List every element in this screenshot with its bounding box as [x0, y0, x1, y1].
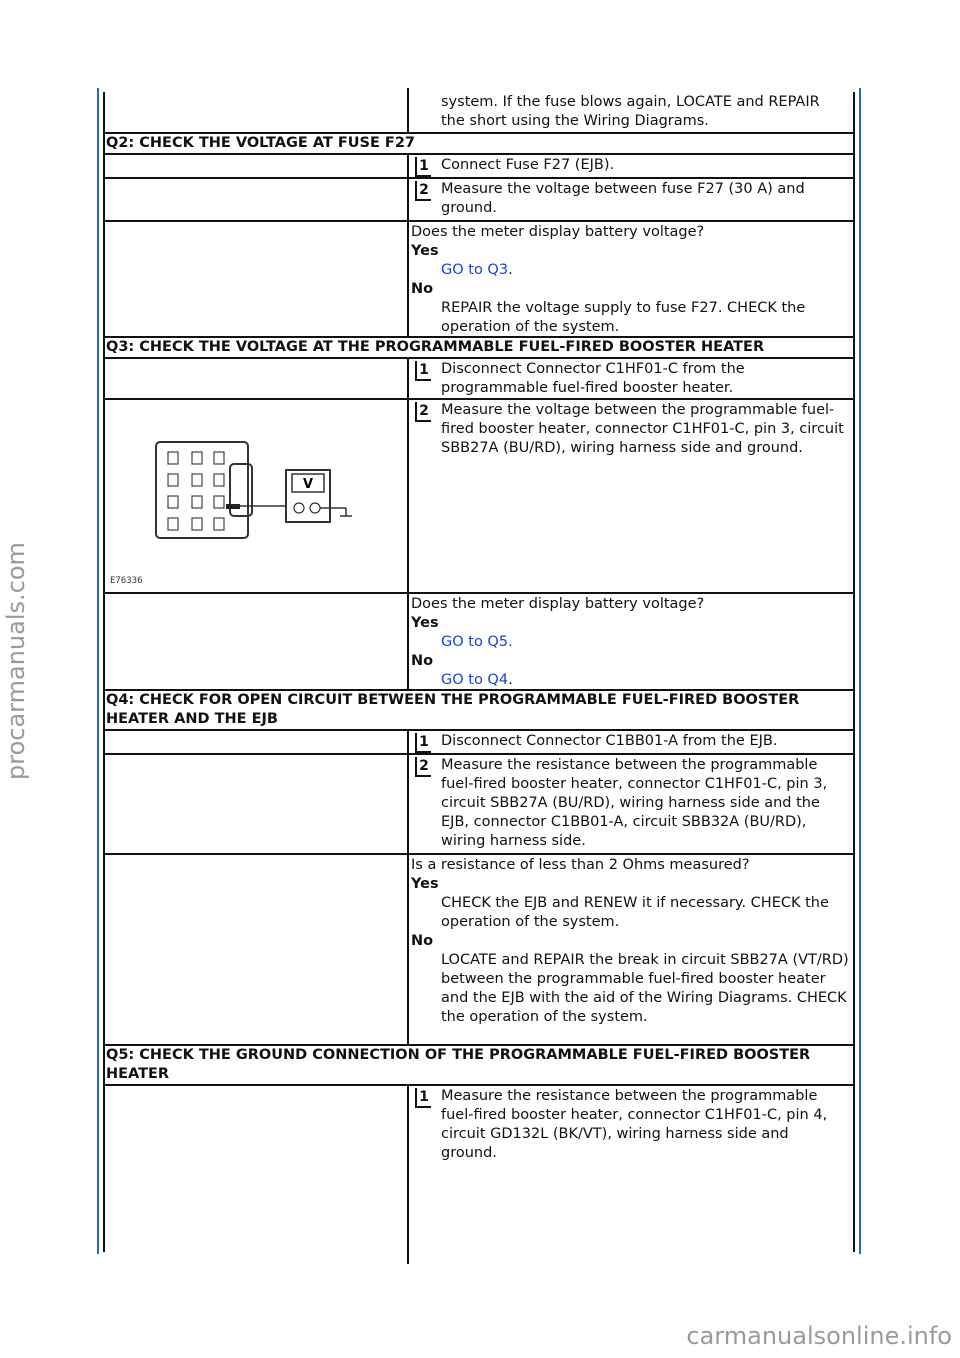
continuation-text: system. If the fuse blows again, LOCATE and REPAIR the short using the Wiring Diagrams. — [441, 94, 820, 129]
bottom-watermark: carmanualsonline.info — [686, 1322, 952, 1350]
connector-pins — [168, 452, 224, 530]
go-to-q5-link[interactable]: GO to Q5. — [441, 634, 513, 650]
probe-pin — [226, 504, 240, 509]
no-text: LOCATE and REPAIR the break in circuit SBB27A (VT/RD) between the programmable fuel-fired booster heater and the EJB with the aid of the Wiring Diagrams. CHECK the operation of the system. — [441, 952, 849, 1025]
step-number: 1 — [415, 1088, 431, 1108]
question-text: Does the meter display battery voltage? — [411, 596, 705, 612]
step-number: 2 — [415, 181, 431, 201]
step-text: Measure the voltage between fuse F27 (30 A) and ground. — [441, 181, 805, 216]
q3-step-row-1 — [104, 359, 854, 400]
q4-heading: Q4: CHECK FOR OPEN CIRCUIT BETWEEN THE PROGRAMMABLE FUEL-FIRED BOOSTER HEATER AND THE EJB — [104, 691, 854, 731]
step-text: Disconnect Connector C1BB01-A from the EJB. — [441, 733, 778, 749]
figure-code: E76336 — [110, 576, 143, 586]
q5-heading: Q5: CHECK THE GROUND CONNECTION OF THE PROGRAMMABLE FUEL-FIRED BOOSTER HEATER — [104, 1046, 854, 1086]
step-text: Measure the resistance between the programmable fuel-fired booster heater, connector C1HF01-C, pin 3, circuit SBB27A (BU/RD), wiring harness side and the EJB, connector C1BB01-A, circuit SBB32A (BU/RD), wiring harness side. — [441, 757, 828, 849]
yes-label: Yes — [411, 615, 439, 631]
diagnostic-table — [104, 88, 854, 1264]
step-text: Measure the voltage between the programmable fuel-fired booster heater, connector C1HF01-C, pin 3, circuit SBB27A (BU/RD), wiring harness side and ground. — [441, 402, 844, 456]
frame-right-blue — [859, 88, 861, 1254]
side-watermark: procarmanuals.com — [2, 542, 30, 780]
voltmeter-label: V — [302, 477, 314, 492]
yes-label: Yes — [411, 243, 439, 259]
yes-text: CHECK the EJB and RENEW it if necessary. CHECK the operation of the system. — [441, 895, 829, 930]
no-label: No — [411, 281, 434, 297]
step-text: Disconnect Connector C1HF01-C from the programmable fuel-fired booster heater. — [441, 361, 745, 396]
q3-figure-cell — [104, 400, 409, 592]
q2-step-row-2 — [104, 179, 854, 222]
meter-plus-terminal — [294, 503, 304, 513]
step-number: 2 — [415, 757, 431, 777]
no-label: No — [411, 653, 434, 669]
connector-diagram — [104, 400, 404, 590]
no-label: No — [411, 933, 434, 949]
go-to-q4-link[interactable]: GO to Q4 — [441, 672, 509, 688]
no-text: REPAIR the voltage supply to fuse F27. CHECK the operation of the system. — [441, 300, 806, 335]
frame-left-blue — [97, 88, 99, 1254]
step-text: Connect Fuse F27 (EJB). — [441, 157, 615, 173]
q4-step-row-1 — [104, 731, 854, 755]
step-number: 1 — [415, 733, 431, 753]
q3-heading: Q3: CHECK THE VOLTAGE AT THE PROGRAMMABLE FUEL-FIRED BOOSTER HEATER — [104, 338, 854, 359]
q5-step-row-1 — [104, 1086, 854, 1264]
q2-step-row-1 — [104, 155, 854, 179]
continuation-row — [104, 88, 854, 134]
question-text: Is a resistance of less than 2 Ohms measured? — [411, 857, 750, 873]
step-number: 2 — [415, 402, 431, 422]
question-text: Does the meter display battery voltage? — [411, 224, 705, 240]
q2-heading: Q2: CHECK THE VOLTAGE AT FUSE F27 — [104, 134, 854, 155]
step-text: Measure the resistance between the programmable fuel-fired booster heater, connector C1HF01-C, pin 4, circuit GD132L (BK/VT), wiring harness side and ground. — [441, 1088, 828, 1161]
q4-question-row — [104, 855, 854, 1046]
q3-step-row-2 — [104, 400, 854, 594]
yes-label: Yes — [411, 876, 439, 892]
q4-step-row-2 — [104, 755, 854, 855]
step-number: 1 — [415, 157, 431, 177]
q3-question-row: Does the meter display battery voltage? Yes GO to Q5. No GO to Q4. — [104, 594, 854, 691]
q2-question-row: Does the meter display battery voltage? Yes GO to Q3. No REPAIR the voltage supply to fuse F27. CHECK the operation of the system. — [104, 222, 854, 338]
meter-minus-terminal — [310, 503, 320, 513]
go-to-q3-link[interactable]: GO to Q3 — [441, 262, 509, 278]
step-number: 1 — [415, 361, 431, 381]
